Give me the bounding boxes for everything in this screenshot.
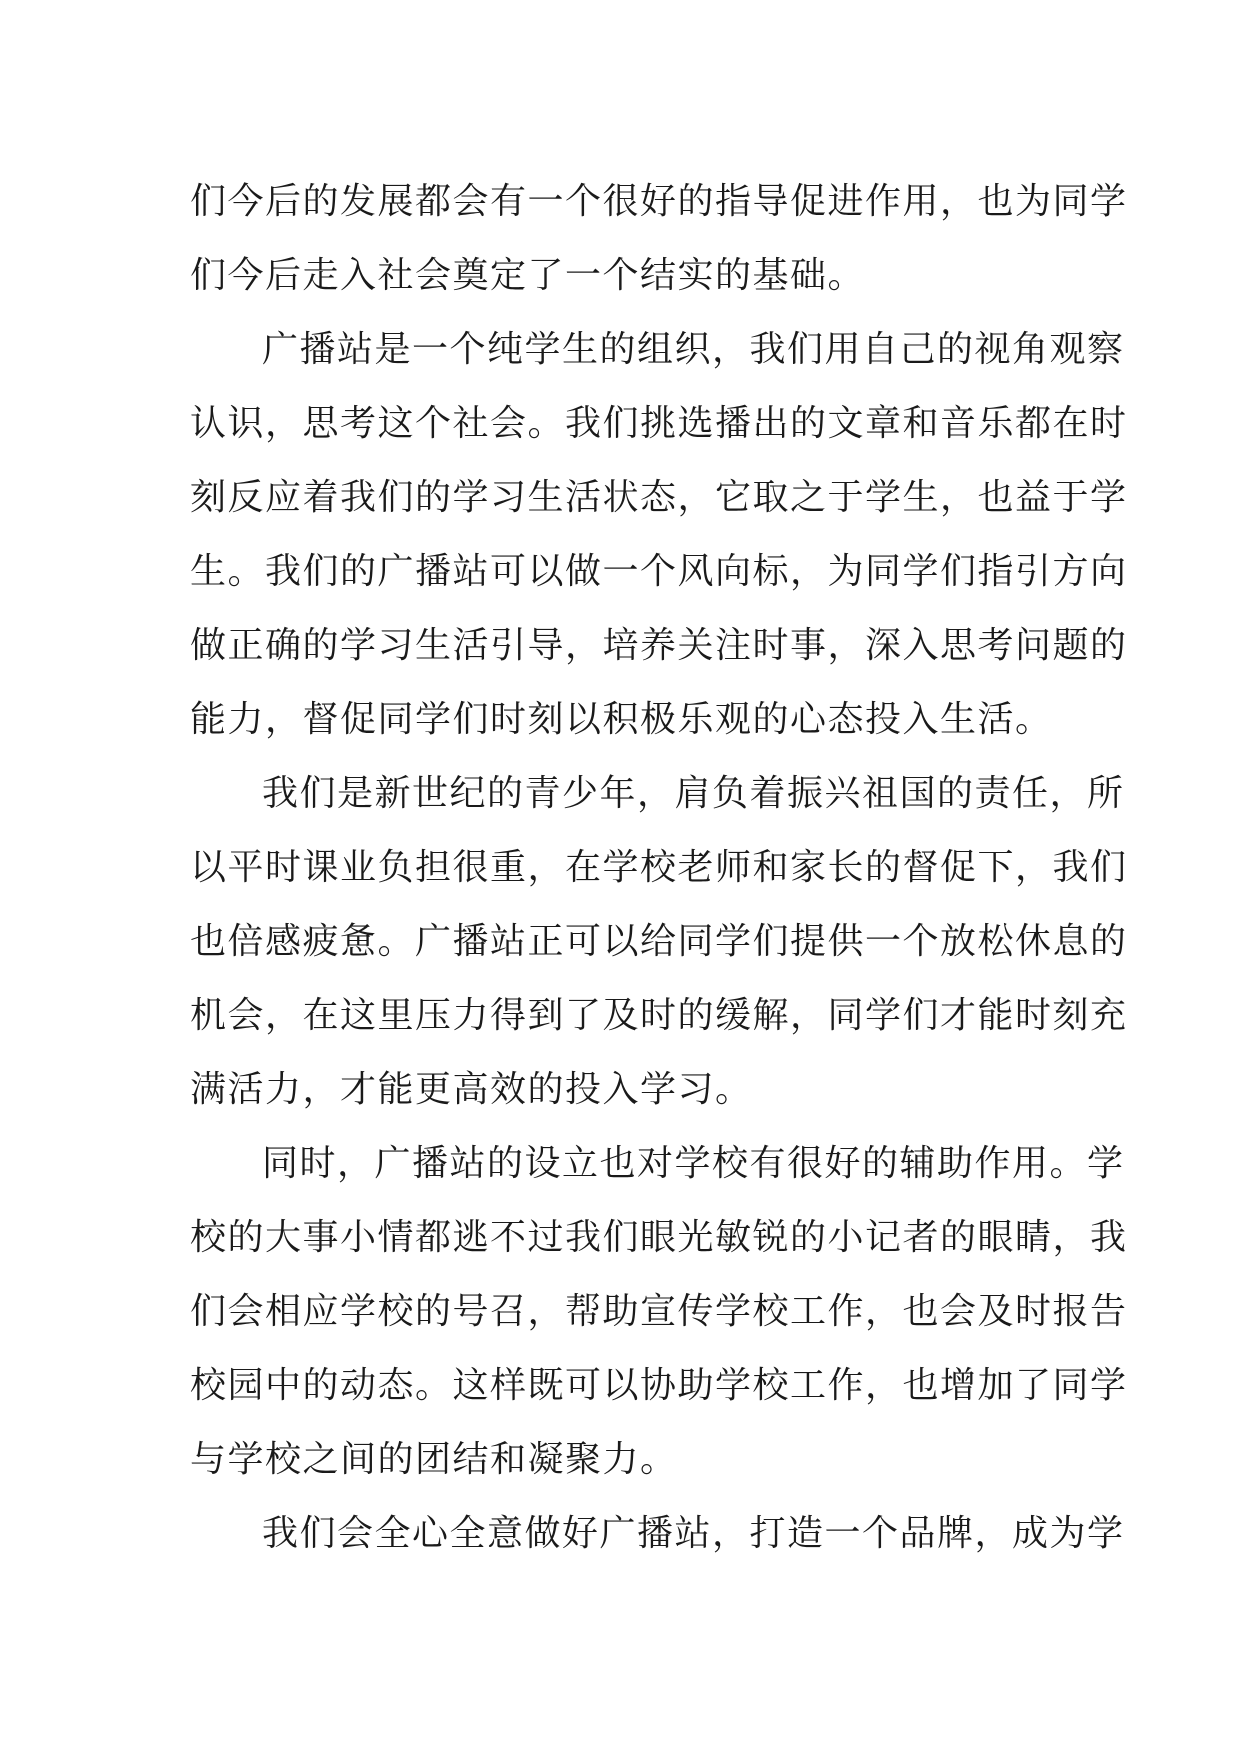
text-line: 校的大事小情都逃不过我们眼光敏锐的小记者的眼睛，我	[190, 1217, 1128, 1258]
text-line: 以平时课业负担很重，在学校老师和家长的督促下，我们	[190, 847, 1128, 888]
paragraph-start-line: 我们会全心全意做好广播站，打造一个品牌，成为学	[262, 1513, 1125, 1554]
text-line: 做正确的学习生活引导，培养关注时事，深入思考问题的	[190, 625, 1128, 666]
text-line: 机会，在这里压力得到了及时的缓解，同学们才能时刻充	[190, 995, 1128, 1036]
text-line: 认识，思考这个社会。我们挑选播出的文章和音乐都在时	[190, 403, 1128, 444]
text-line: 满活力，才能更高效的投入学习。	[190, 1069, 753, 1110]
paragraph-start-line: 同时，广播站的设立也对学校有很好的辅助作用。学	[262, 1143, 1125, 1184]
text-line: 生。我们的广播站可以做一个风向标，为同学们指引方向	[190, 551, 1128, 592]
text-line: 也倍感疲惫。广播站正可以给同学们提供一个放松休息的	[190, 921, 1128, 962]
text-line: 与学校之间的团结和凝聚力。	[190, 1439, 678, 1480]
paragraph-start-line: 我们是新世纪的青少年，肩负着振兴祖国的责任，所	[262, 773, 1125, 814]
text-line: 们会相应学校的号召，帮助宣传学校工作，也会及时报告	[190, 1291, 1128, 1332]
text-line: 能力，督促同学们时刻以积极乐观的心态投入生活。	[190, 699, 1053, 740]
text-line: 们今后的发展都会有一个很好的指导促进作用，也为同学	[190, 181, 1128, 222]
text-line: 校园中的动态。这样既可以协助学校工作，也增加了同学	[190, 1365, 1128, 1406]
text-line: 刻反应着我们的学习生活状态，它取之于学生，也益于学	[190, 477, 1128, 518]
text-line: 们今后走入社会奠定了一个结实的基础。	[190, 255, 866, 296]
document-body	[190, 165, 1128, 1571]
paragraph-start-line: 广播站是一个纯学生的组织，我们用自己的视角观察	[262, 329, 1125, 370]
